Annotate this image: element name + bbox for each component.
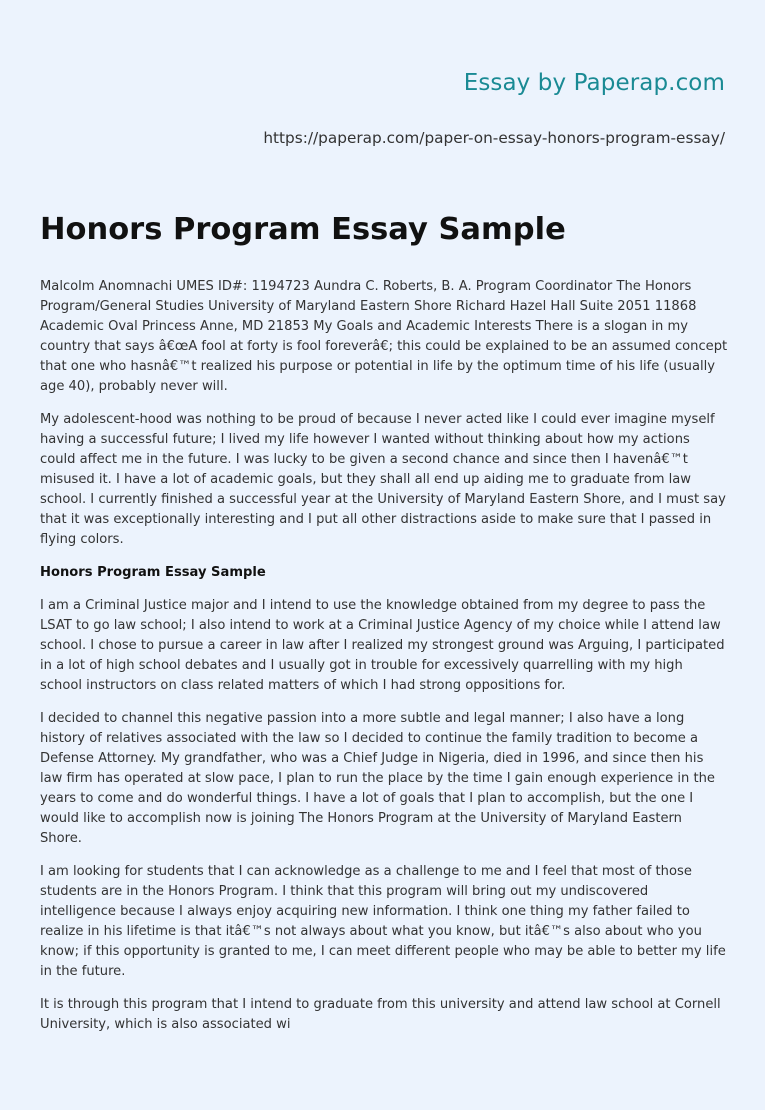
- page-title: Honors Program Essay Sample: [40, 212, 566, 247]
- essay-paragraph-4: I decided to channel this negative passion into a more subtle and legal manner; I also have a long history of relatives associated with the law so I decided to continue the family tradition to become a Defense Attorney. My grandfather, who was a Chief Judge in Nigeria, died in 1996, and since then his law firm has operated at slow pace, I plan to run the place by the time I gain enough experience in the years to come and do wonderful things. I have a lot of goals that I plan to accomplish, but the one I would like to accomplish now is joining The Honors Program at the University of Maryland Eastern Shore.: [40, 711, 715, 846]
- site-brand-link[interactable]: Essay by Paperap.com: [463, 70, 725, 96]
- essay-paragraph-2: My adolescent-hood was nothing to be proud of because I never acted like I could ever imagine myself having a successful future; I lived my life however I wanted without thinking about how my actions could affect me in the future. I was lucky to be given a second chance and since then I havenâ€™t misused it. I have a lot of academic goals, but they shall all end up aiding me to graduate from law school. I currently finished a successful year at the University of Maryland Eastern Shore, and I must say that it was exceptionally interesting and I put all other distractions aside to make sure that I passed in flying colors.: [40, 412, 726, 547]
- essay-paragraph-6: It is through this program that I intend to graduate from this university and attend law school at Cornell University, which is also associated wi: [40, 997, 721, 1032]
- essay-paragraph-3: I am a Criminal Justice major and I intend to use the knowledge obtained from my degree to pass the LSAT to go law school; I also intend to work at a Criminal Justice Agency of my choice while I attend law school. I chose to pursue a career in law after I realized my strongest ground was Arguing, I participated in a lot of high school debates and I usually got in trouble for excessively quarrelling with my high school instructors on class related matters of which I had strong oppositions for.: [40, 598, 725, 693]
- essay-subheading: Honors Program Essay Sample: [40, 565, 266, 580]
- essay-paragraph-1: Malcolm Anomnachi UMES ID#: 1194723 Aundra C. Roberts, B. A. Program Coordinator The Honors Program/General Studies University of Maryland Eastern Shore Richard Hazel Hall Suite 2051 11868 Academic Oval Princess Anne, MD 21853 My Goals and Academic Interests There is a slogan in my country that says â€œA fool at forty is fool foreverâ€; this could be explained to be an assumed concept that one who hasnâ€™t realized his purpose or potential in life by the optimum time of his life (usually age 40), probably never will.: [40, 279, 728, 394]
- essay-body: [40, 277, 728, 1048]
- essay-paragraph-5: I am looking for students that I can acknowledge as a challenge to me and I feel that most of those students are in the Honors Program. I think that this program will bring out my undiscovered intelligence because I always enjoy acquiring new information. I think one thing my father failed to realize in his lifetime is that itâ€™s not always about what you know, but itâ€™s also about who you know; if this opportunity is granted to me, I can meet different people who may be able to better my life in the future.: [40, 864, 726, 979]
- source-url: https://paperap.com/paper-on-essay-honors-program-essay/: [263, 129, 725, 147]
